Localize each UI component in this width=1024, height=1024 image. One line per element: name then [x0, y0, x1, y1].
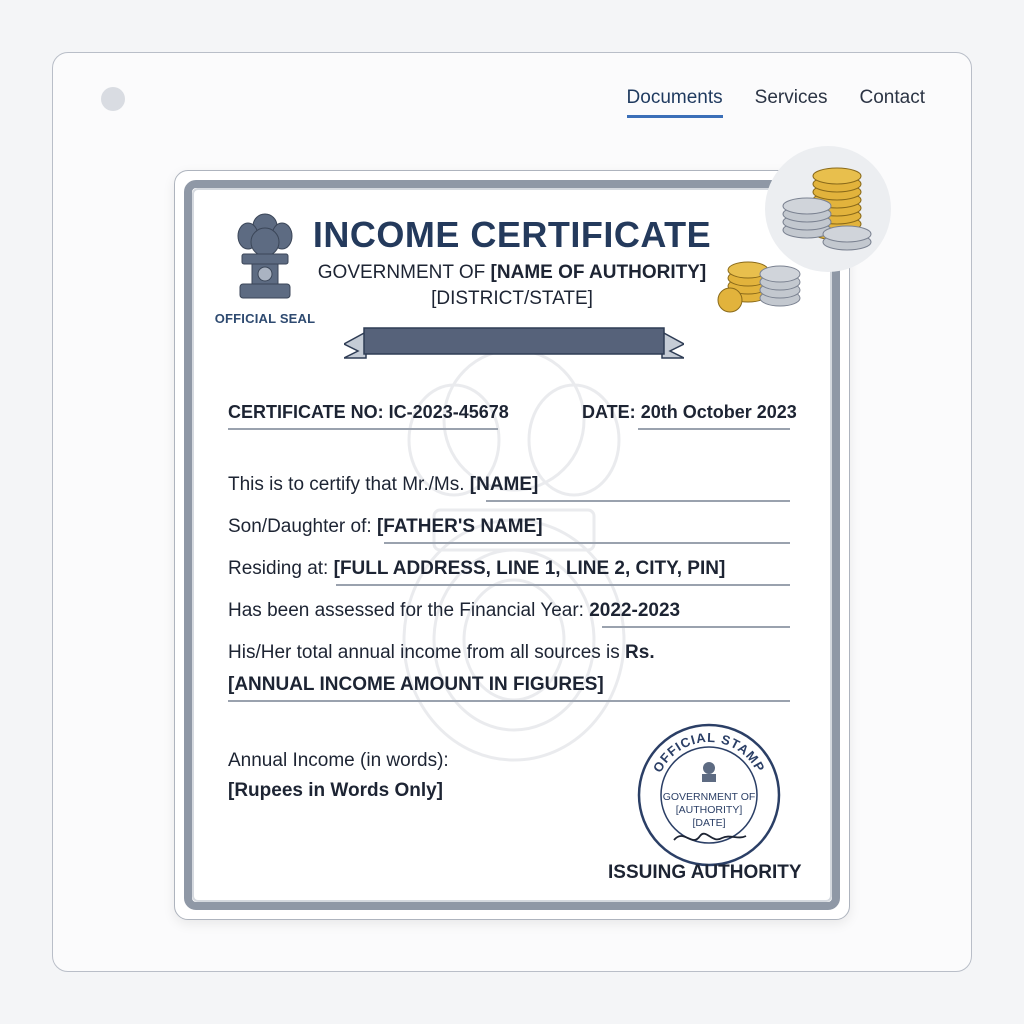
certify-line [228, 474, 538, 496]
gov-prefix: GOVERNMENT OF [317, 262, 486, 283]
certificate-title: INCOME CERTIFICATE [312, 214, 712, 255]
income-underline [228, 700, 790, 702]
issuing-authority: ISSUING AUTHORITY [608, 862, 802, 883]
top-nav [627, 87, 925, 118]
official-stamp-icon [634, 720, 784, 870]
fy-prefix: Has been assessed for the Financial Year: [228, 600, 584, 621]
certificate-card [174, 170, 850, 920]
date-value: 20th October 2023 [640, 402, 797, 422]
cert-no-value: IC-2023-45678 [388, 402, 509, 422]
stamp-line2: [AUTHORITY] [675, 804, 743, 816]
tab-services[interactable]: Services [754, 87, 828, 108]
holder-name: [NAME] [469, 474, 539, 495]
stamp-line1: GOVERNMENT OF [662, 791, 756, 803]
income-prefix: His/Her total annual income from all sources is [228, 642, 620, 663]
stamp-line3: [DATE] [692, 817, 726, 829]
fy-value: 2022-2023 [589, 600, 681, 621]
tab-contact[interactable]: Contact [859, 87, 925, 108]
date-underline [638, 428, 790, 430]
financial-year-line [228, 600, 680, 622]
income-figures: [ANNUAL INCOME AMOUNT IN FIGURES] [228, 674, 604, 695]
cert-no-underline [228, 428, 498, 430]
words-label: Annual Income (in words): [228, 750, 449, 771]
certificate-frame [184, 180, 840, 910]
certificate-number [228, 402, 509, 423]
parent-prefix: Son/Daughter of: [228, 516, 372, 537]
ribbon-banner-icon [344, 324, 684, 364]
coin-badge [765, 146, 891, 272]
words-value: [Rupees in Words Only] [228, 780, 444, 801]
district-state: [DISTRICT/STATE] [431, 288, 593, 309]
parent-line [228, 516, 543, 538]
stamp-ring-text: OFFICIAL STAMP [649, 729, 769, 775]
currency: Rs. [625, 642, 655, 663]
certify-prefix: This is to certify that Mr./Ms. [228, 474, 465, 495]
income-line [228, 642, 655, 664]
name-underline [486, 500, 790, 502]
address-line [228, 558, 725, 580]
tab-documents[interactable]: Documents [627, 87, 723, 118]
address-value: [FULL ADDRESS, LINE 1, LINE 2, CITY, PIN] [333, 558, 726, 579]
residing-prefix: Residing at: [228, 558, 329, 579]
fy-underline [602, 626, 790, 628]
certificate-date [582, 402, 797, 423]
parent-underline [384, 542, 790, 544]
official-stamp [634, 720, 784, 875]
address-underline [336, 584, 790, 586]
certificate-body [192, 188, 832, 902]
window-dot [101, 87, 125, 111]
seal-label: OFFICIAL SEAL [214, 311, 316, 326]
authority-name: [NAME OF AUTHORITY] [490, 262, 707, 283]
parent-name: [FATHER'S NAME] [376, 516, 543, 537]
date-label: DATE: [582, 402, 636, 422]
coin-stack-icon [765, 146, 891, 272]
cert-no-label: CERTIFICATE NO: [228, 402, 384, 422]
